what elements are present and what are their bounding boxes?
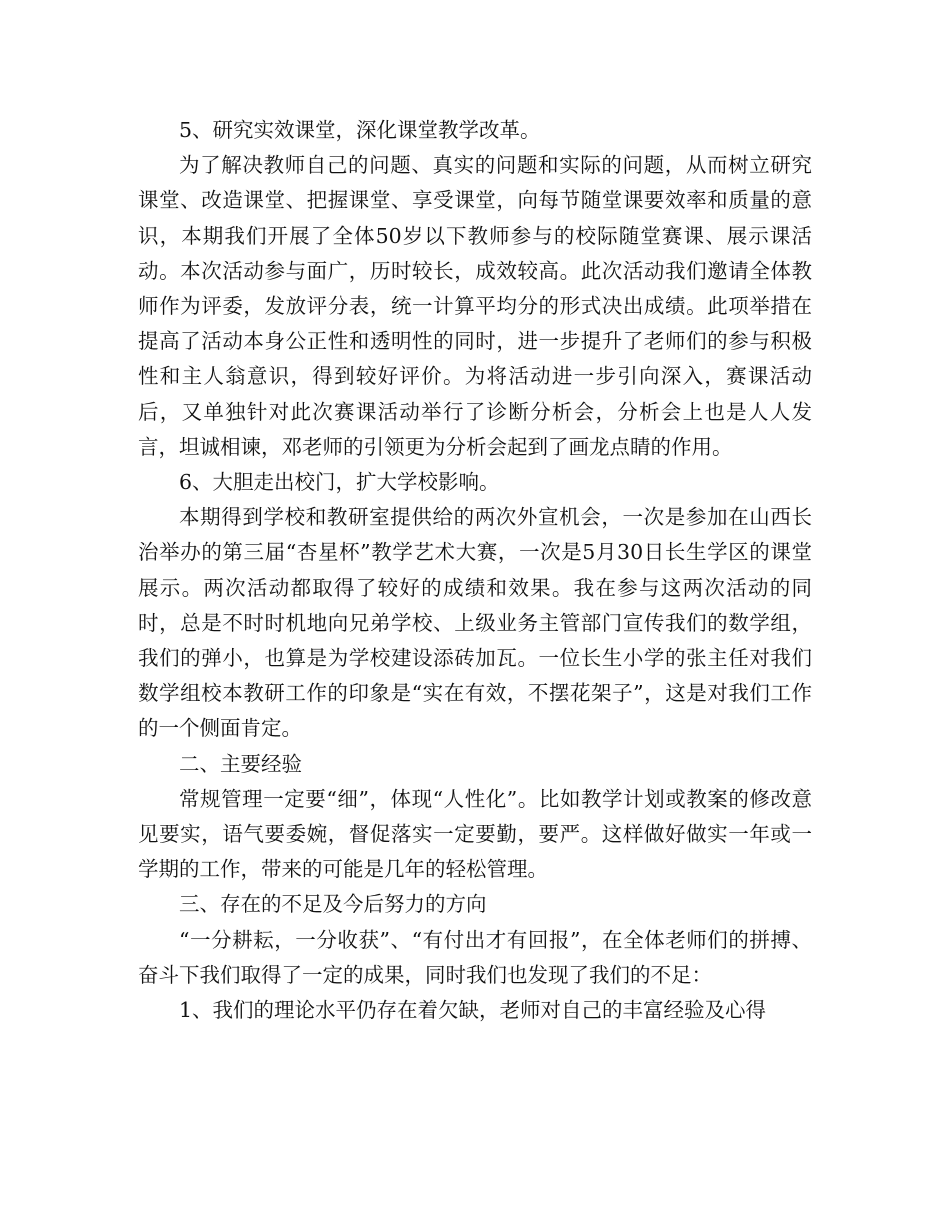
paragraph-shortcoming-1: 1、我们的理论水平仍存在着欠缺，老师对自己的丰富经验及心得: [179, 998, 767, 1023]
paragraph-external-promotion: 本期得到学校和教研室提供给的两次外宣机会，一次是参加在山西长治举办的第三届“杏星杯”教学艺术大赛，一次是5月30日长生学区的课堂展示。两次活动都取得了较好的成绩和效果。我在参与这两次活动的同时，总是不时时机地向兄弟学校、上级业务主管部门宣传我们的数学组，我们的弹小，也算是为学校建设添砖加瓦。一位长生小学的张主任对我们数学组校本教研工作的印象是“实在有效，不摆花架子”，这是对我们工作的一个侧面肯定。: [138, 505, 812, 741]
paragraph-random-lesson-contest: 为了解决教师自己的问题、真实的问题和实际的问题，从而树立研究课堂、改造课堂、把握课堂、享受课堂，向每节随堂课要效率和质量的意识，本期我们开展了全体50岁以下教师参与的校际随堂赛课、展示课活动。本次活动参与面广，历时较长，成效较高。此次活动我们邀请全体教师作为评委，发放评分表，统一计算平均分的形式决出成绩。此项举措在提高了活动本身公正性和透明性的同时，进一步提升了老师们的参与积极性和主人翁意识，得到较好评价。为将活动进一步引向深入，赛课活动后，又单独针对此次赛课活动举行了诊断分析会，分析会上也是人人发言，坦诚相谏，邓老师的引领更为分析会起到了画龙点睛的作用。: [138, 153, 812, 459]
heading-shortcomings: 三、存在的不足及今后努力的方向: [179, 892, 487, 917]
section-heading-6: 6、大胆走出校门，扩大学校影响。: [179, 470, 500, 495]
heading-main-experience: 二、主要经验: [179, 751, 302, 776]
section-heading-5: 5、研究实效课堂，深化课堂教学改革。: [179, 118, 541, 142]
paragraph-shortcomings-intro: “一分耕耘，一分收获”、“有付出才有回报”，在全体老师们的拼搏、奋斗下我们取得了一定的成果，同时我们也发现了我们的不足：: [138, 927, 812, 987]
paragraph-routine-management: 常规管理一定要“细”，体现“人性化”。比如教学计划或教案的修改意见要实，语气要委婉，督促落实一定要勤，要严。这样做好做实一年或一学期的工作，带来的可能是几年的轻松管理。: [138, 786, 812, 882]
document-body: [138, 113, 812, 1028]
